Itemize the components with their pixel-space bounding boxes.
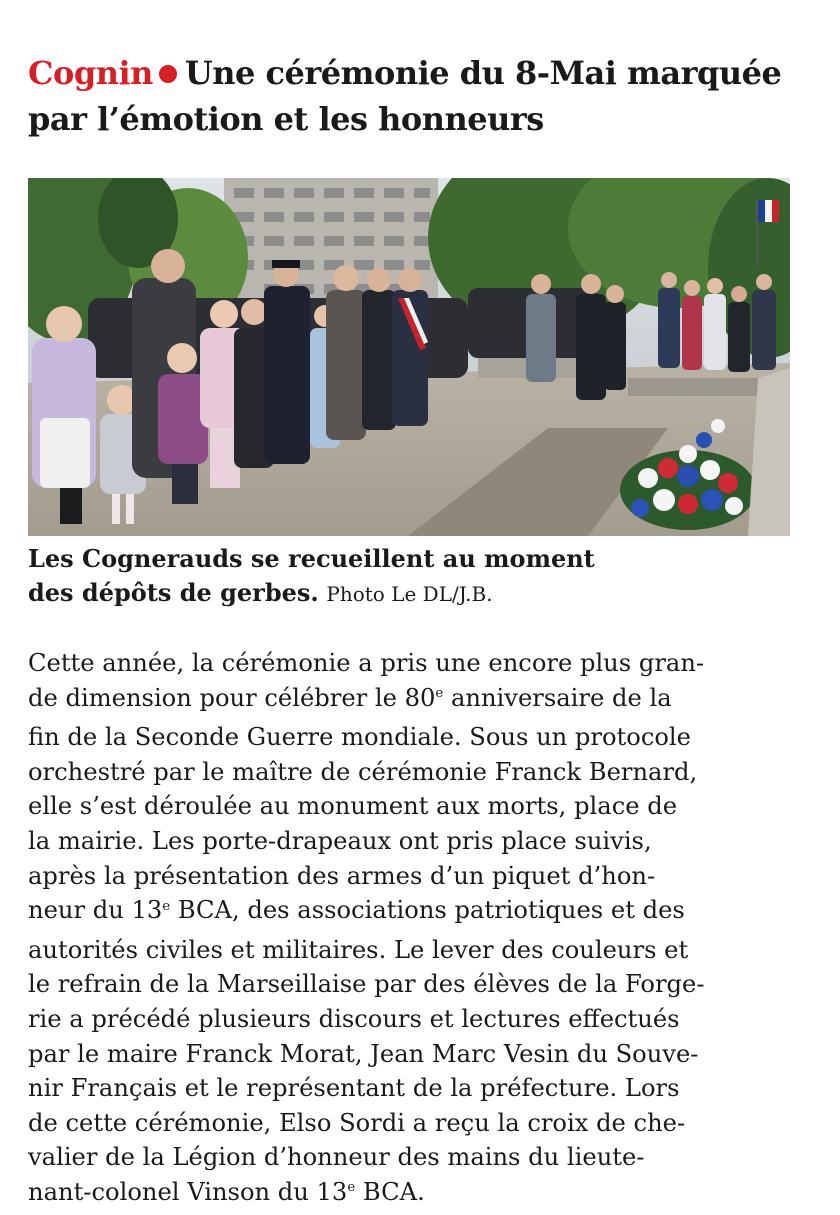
body-text: nant-colonel Vinson du 13 [28, 1177, 348, 1206]
headline-title-line2: par l’émotion et les honneurs [28, 100, 544, 138]
headline-place: Cognin [28, 54, 153, 92]
body-line: la mairie. Les porte-drapeaux ont pris place suivis, [28, 826, 652, 855]
body-line: valier de la Légion d’honneur des mains du lieute- [28, 1143, 645, 1172]
body-line: le refrain de la Marseillaise par des élèves de la Forge- [28, 970, 705, 999]
photo-credit: Photo Le DL/J.B. [326, 582, 493, 606]
body-line: fin de la Seconde Guerre mondiale. Sous un protocole [28, 723, 691, 752]
body-text: de dimension pour célébrer le 80 [28, 683, 436, 712]
headline-title-line1: Une cérémonie du 8-Mai marquée [184, 54, 782, 92]
body-line: orchestré par le maître de cérémonie Franck Bernard, [28, 757, 698, 786]
body-line: elle s’est déroulée au monument aux morts, place de [28, 792, 678, 821]
body-text: BCA, des associations patriotiques et des [170, 896, 685, 925]
body-line: rie a précédé plusieurs discours et lectures effectués [28, 1004, 680, 1033]
body-text: anniversaire de la [443, 683, 672, 712]
photo-caption [28, 542, 798, 611]
body-line: après la présentation des armes d’un piquet d’hon- [28, 861, 656, 890]
headline [28, 50, 818, 142]
ceremony-photo-illustration [28, 178, 790, 536]
body-line [28, 893, 818, 933]
body-line: autorités civiles et militaires. Le lever des couleurs et [28, 935, 689, 964]
body-line [28, 681, 818, 721]
caption-line1: Les Cognerauds se recueillent au moment [28, 544, 595, 573]
ordinal-sup: e [162, 898, 171, 914]
ceremony-photo [28, 178, 790, 536]
body-text: BCA. [355, 1177, 425, 1206]
article-body [28, 646, 818, 1215]
ordinal-sup: e [347, 1180, 356, 1196]
body-line: nir Français et le représentant de la préfecture. Lors [28, 1074, 680, 1103]
body-line: de cette cérémonie, Elso Sordi a reçu la croix de che- [28, 1108, 686, 1137]
body-line: Cette année, la cérémonie a pris une encore plus gran- [28, 649, 705, 677]
caption-line2: des dépôts de gerbes. [28, 578, 319, 607]
ordinal-sup: e [435, 685, 444, 701]
body-text: neur du 13 [28, 896, 163, 925]
body-line: par le maire Franck Morat, Jean Marc Vesin du Souve- [28, 1039, 699, 1068]
bullet-icon [159, 65, 177, 83]
body-line [28, 1175, 818, 1215]
